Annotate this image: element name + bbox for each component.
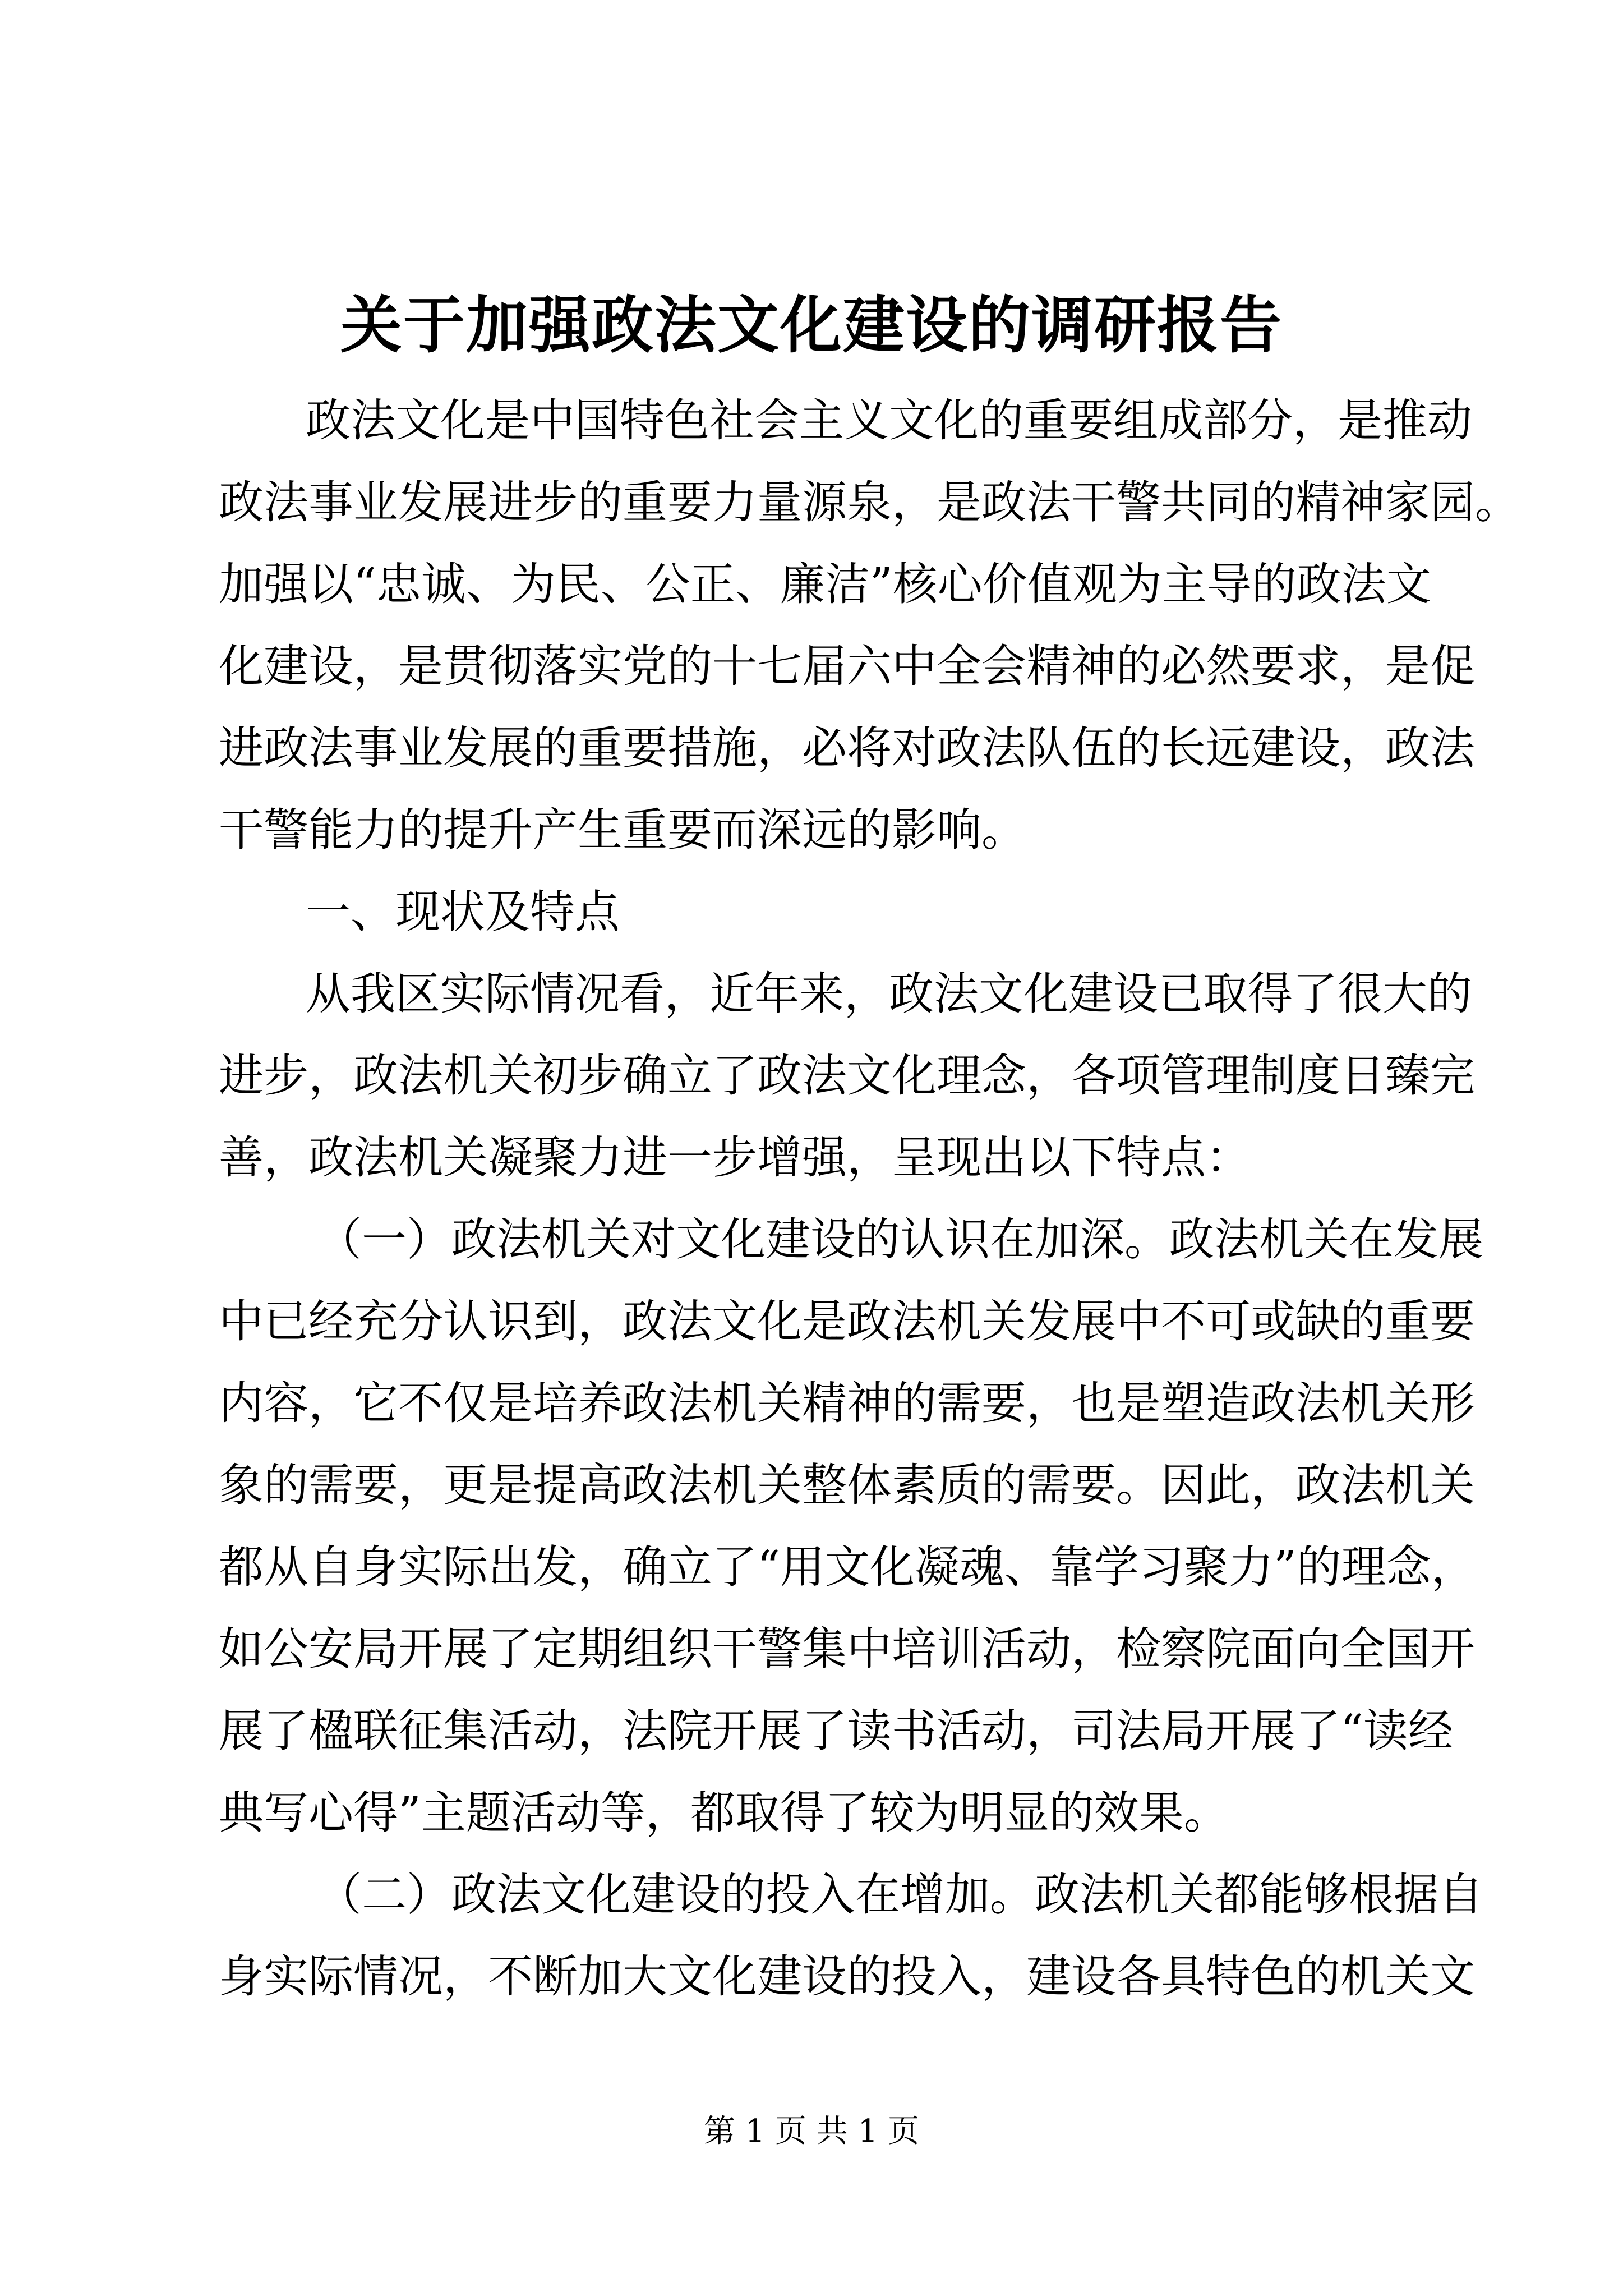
body-line: 政法文化是中国特色社会主义文化的重要组成部分，是推动 xyxy=(306,394,1472,447)
body-line: 从我区实际情况看，近年来，政法文化建设已取得了很大的 xyxy=(306,968,1472,1020)
page-footer: 第 1 页 共 1 页 xyxy=(703,2113,920,2150)
body-line: （一）政法机关对文化建设的认识在加深。政法机关在发展 xyxy=(317,1213,1483,1266)
body-line: 善，政法机关凝聚力进一步增强，呈现出以下特点： xyxy=(219,1131,1251,1184)
body-line: （二）政法文化建设的投入在增加。政法机关都能够根据自 xyxy=(317,1869,1483,1921)
document-title: 关于加强政法文化建设的调研报告 xyxy=(340,289,1283,361)
body-line: 干警能力的提升产生重要而深远的影响。 xyxy=(219,804,1026,856)
body-line: 身实际情况，不断加大文化建设的投入，建设各具特色的机关文 xyxy=(219,1950,1475,2003)
body-line: 进步，政法机关初步确立了政法文化理念，各项管理制度日臻完 xyxy=(219,1050,1475,1102)
body-line: 典写心得”主题活动等，都取得了较为明显的效果。 xyxy=(219,1787,1229,1839)
body-line: 展了楹联征集活动，法院开展了读书活动，司法局开展了“读经 xyxy=(219,1705,1453,1757)
body-line: 内容，它不仅是培养政法机关精神的需要，也是塑造政法机关形 xyxy=(219,1377,1475,1429)
body-line: 化建设，是贯彻落实党的十七届六中全会精神的必然要求，是促 xyxy=(219,640,1475,692)
body-line: 进政法事业发展的重要措施，必将对政法队伍的长远建设，政法 xyxy=(219,722,1475,774)
body-line: 如公安局开展了定期组织干警集中培训活动，检察院面向全国开 xyxy=(219,1623,1475,1675)
body-line: 政法事业发展进步的重要力量源泉，是政法干警共同的精神家园。 xyxy=(219,476,1520,528)
body-line: 加强以“忠诚、为民、公正、廉洁”核心价值观为主导的政法文 xyxy=(219,558,1431,610)
body-line: 象的需要，更是提高政法机关整体素质的需要。因此，政法机关 xyxy=(219,1459,1475,1511)
body-line: 都从自身实际出发，确立了“用文化凝魂、靠学习聚力”的理念， xyxy=(219,1541,1476,1593)
section-heading: 一、现状及特点 xyxy=(306,886,620,938)
body-line: 中已经充分认识到，政法文化是政法机关发展中不可或缺的重要 xyxy=(219,1295,1475,1347)
